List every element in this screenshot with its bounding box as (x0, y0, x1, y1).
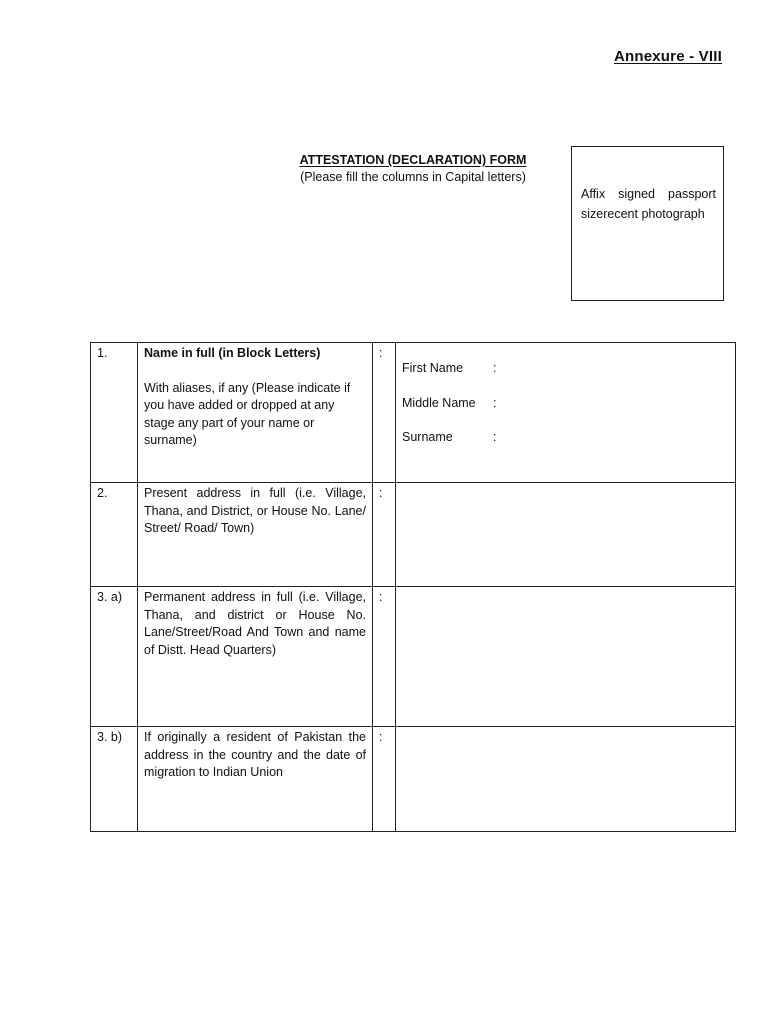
row-label-cell (138, 587, 373, 727)
colon-separator: : (379, 730, 383, 744)
photo-box[interactable] (571, 146, 724, 301)
pakistan-resident-label: If originally a resident of Pakistan the address in the country and the date of migration to Indian Union (144, 730, 366, 779)
colon-cell (373, 343, 396, 483)
present-address-label: Present address in full (i.e. Village, Thana, and District, or House No. Lane/ Street/ Road/ Town) (144, 486, 366, 535)
colon-separator: : (379, 346, 383, 360)
table-row-name (91, 343, 736, 483)
table-row-present-address (91, 483, 736, 587)
surname-label: Surname (402, 430, 453, 444)
first-name-label: First Name (402, 361, 464, 375)
first-name-colon: : (493, 361, 497, 375)
first-name-field[interactable] (402, 360, 735, 378)
row-number: 3. b) (97, 730, 123, 744)
form-title: ATTESTATION (DECLARATION) FORM (299, 153, 527, 167)
surname-colon: : (493, 430, 497, 444)
table-row-pakistan-resident (91, 727, 736, 832)
colon-cell (373, 587, 396, 727)
permanent-address-value-cell[interactable] (396, 587, 736, 727)
row-number: 3. a) (97, 590, 123, 604)
surname-field[interactable] (402, 429, 735, 447)
pakistan-resident-value-cell[interactable] (396, 727, 736, 832)
photo-box-instruction: Affix signed passport sizerecent photograph (581, 187, 716, 221)
middle-name-field[interactable] (402, 395, 735, 413)
colon-separator: : (379, 486, 383, 500)
attestation-form-table (90, 342, 736, 832)
row-number-cell (91, 343, 138, 483)
row-number-cell (91, 483, 138, 587)
middle-name-label: Middle Name (402, 395, 476, 410)
row-number: 2. (97, 486, 108, 500)
name-label: Name in full (in Block Letters) (144, 346, 321, 360)
colon-cell (373, 483, 396, 587)
permanent-address-label: Permanent address in full (i.e. Village, Thana, and district or House No. Lane/Street/Road And Town and name of Distt. Head Quarters) (144, 590, 366, 657)
aliases-label: With aliases, if any (Please indicate if you have added or dropped at any stage any part of your name or surname) (144, 380, 351, 447)
present-address-value-cell[interactable] (396, 483, 736, 587)
form-title-block (277, 152, 549, 186)
row-number-cell (91, 587, 138, 727)
annexure-heading: Annexure - VIII (613, 48, 722, 65)
row-number: 1. (97, 346, 108, 360)
row-label-cell (138, 727, 373, 832)
row-label-cell (138, 483, 373, 587)
colon-separator: : (379, 590, 383, 604)
table-row-permanent-address (91, 587, 736, 727)
row-label-cell (138, 343, 373, 483)
form-subtitle: (Please fill the columns in Capital letters) (300, 170, 526, 184)
middle-name-colon: : (493, 395, 497, 410)
colon-cell (373, 727, 396, 832)
row-number-cell (91, 727, 138, 832)
name-value-cell[interactable] (396, 343, 736, 483)
